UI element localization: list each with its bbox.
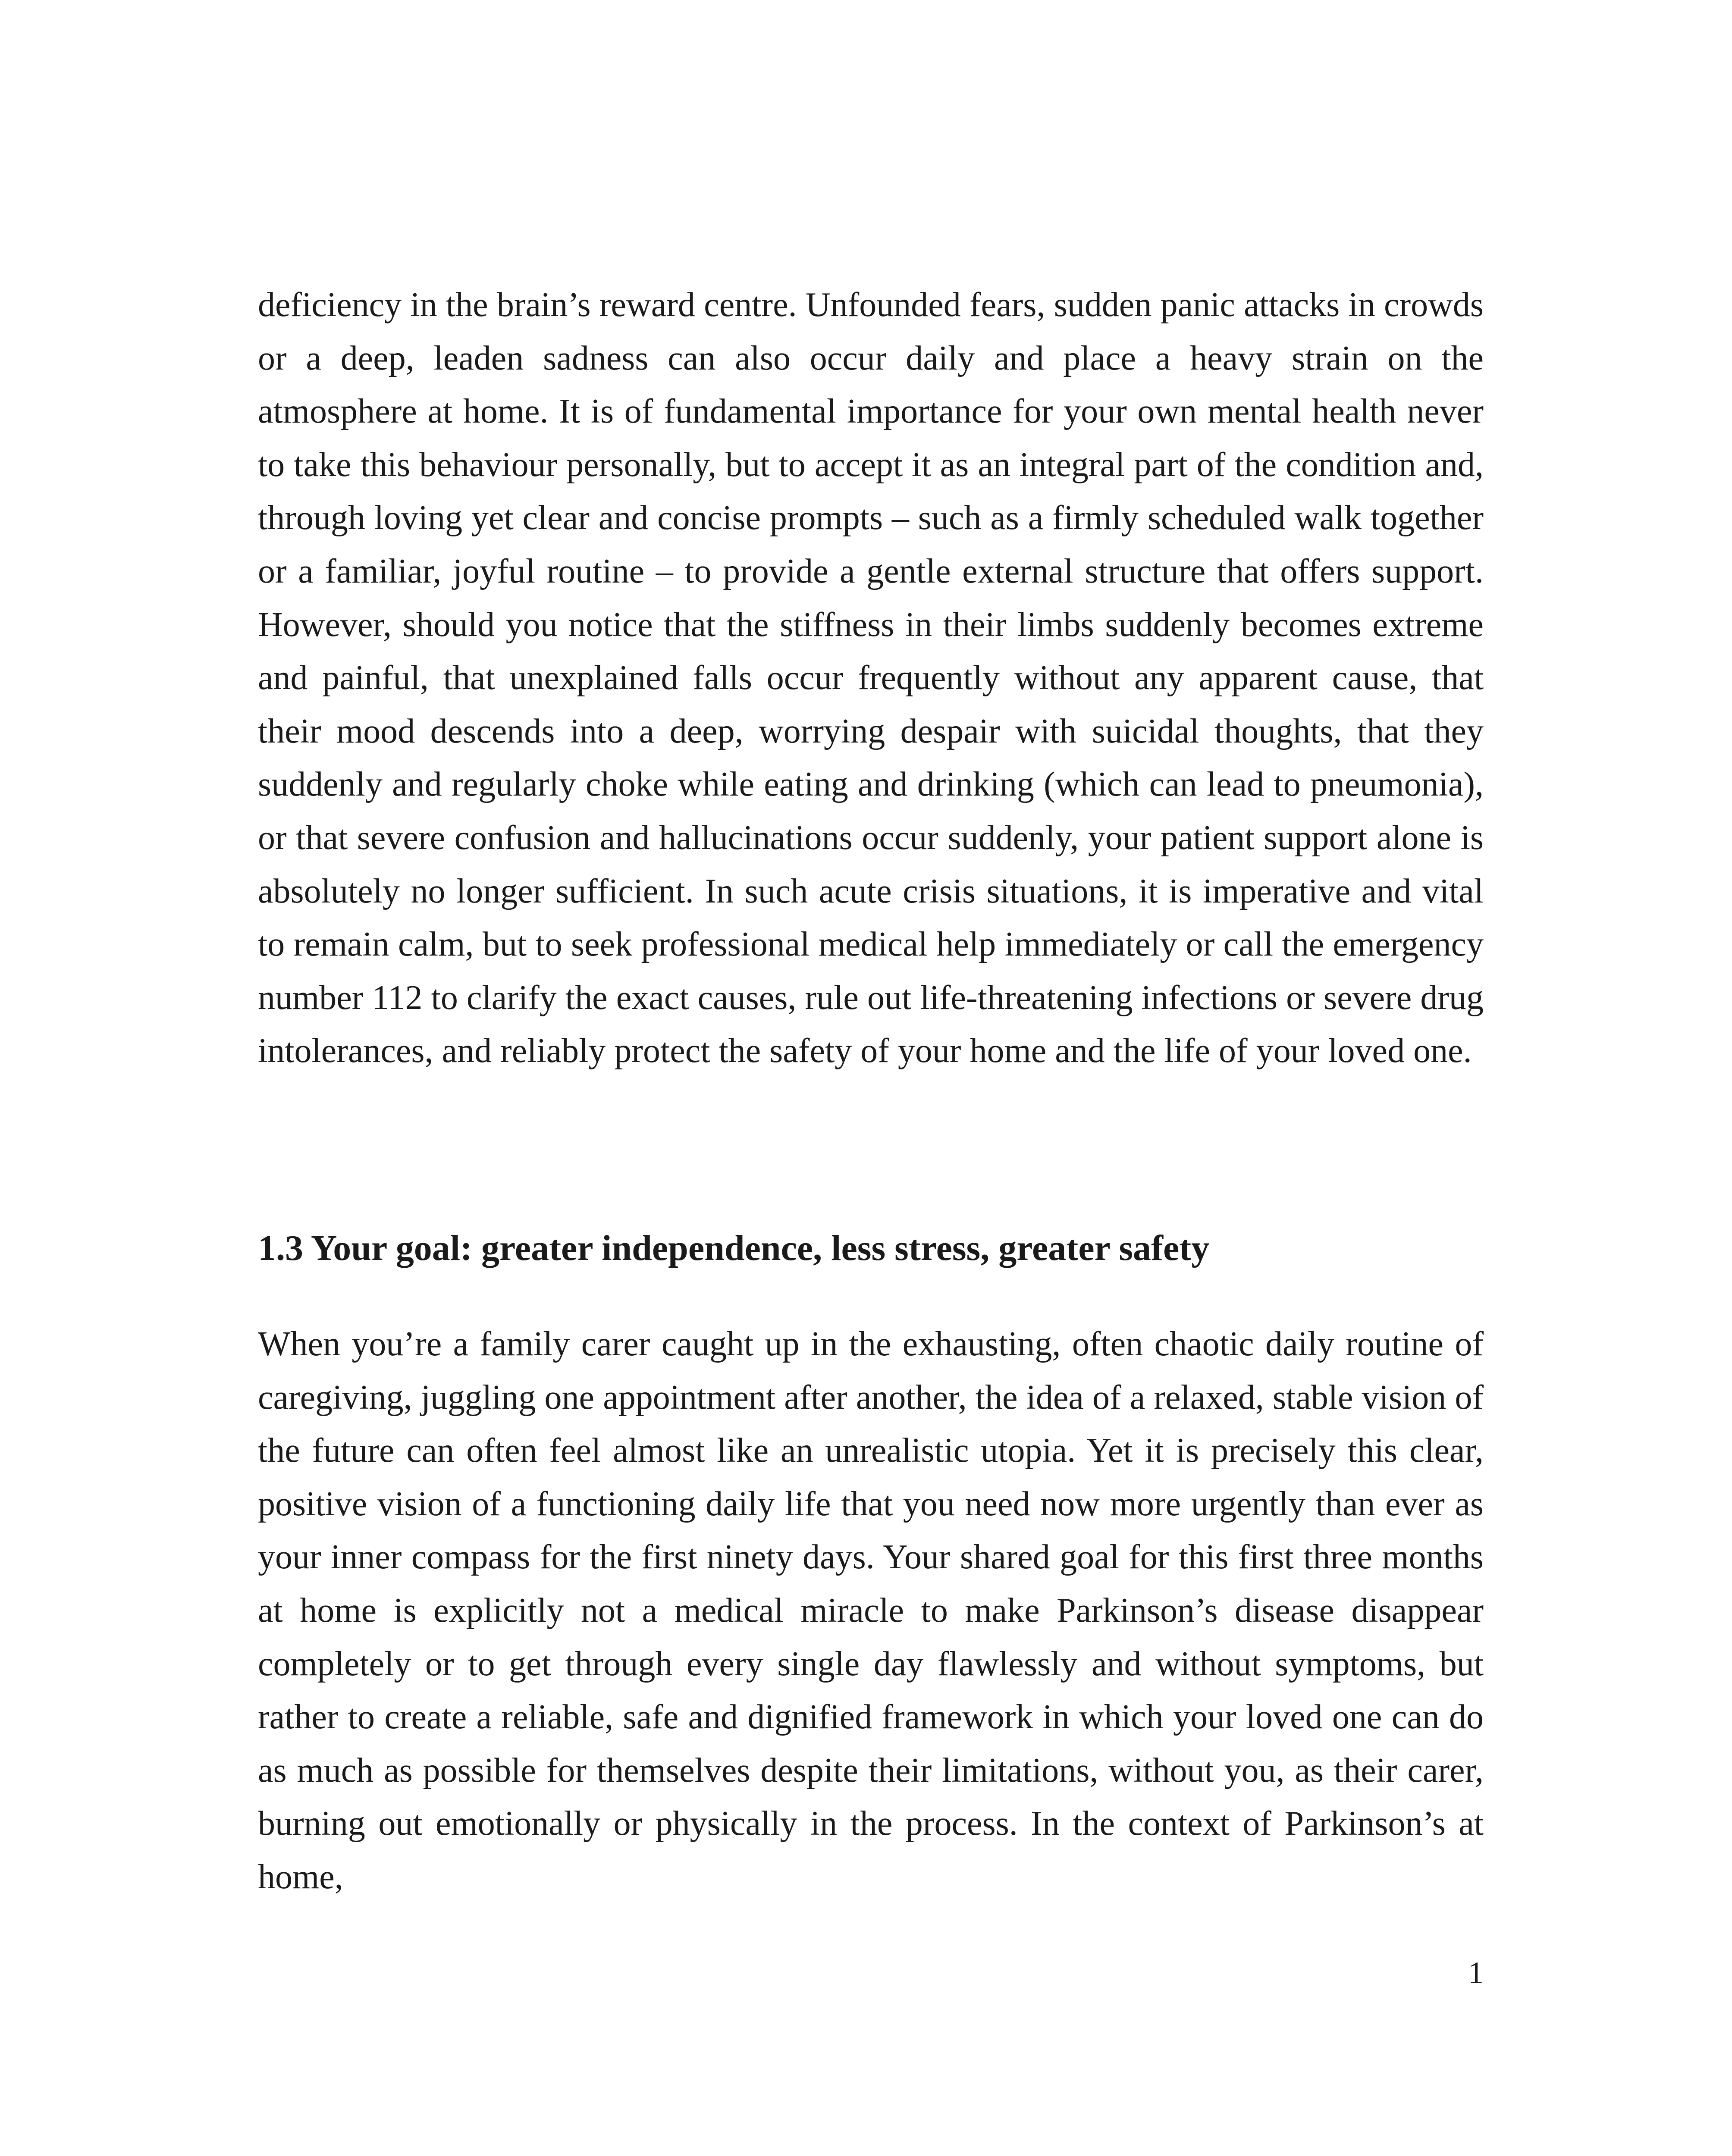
page-number: 1 — [1468, 1955, 1484, 1990]
body-paragraph: When you’re a family carer caught up in the exhausting, often chaotic daily routine of caregiving, juggling one appointment after another, the idea of a relaxed, stable vision of the future can often feel almost like an unrealistic utopia. Yet it is precisely this clear, positive vision of a functioning daily life that you need now more urgently than ever as your inner compass for the first ninety days. Your shared goal for this first three months at home is explicitly not a medical miracle to make Parkinson’s disease disappear completely or to get through every single day flawlessly and without symptoms, but rather to create a reliable, safe and dignified framework in which your loved one can do as much as possible for themselves despite their limitations, without you, as their carer, burning out emotionally or physically in the process. In the context of Parkinson’s at home, — [258, 1325, 1484, 1896]
body-paragraph: deficiency in the brain’s reward centre. Unfounded fears, sudden panic attacks in crowds or a deep, leaden sadness can also occur daily and place a heavy strain on the atmosphere at home. It is of fundamental importance for your own mental health never to take this behaviour personally, but to accept it as an integral part of the condition and, through loving yet clear and concise prompts – such as a firmly scheduled walk together or a familiar, joyful routine – to provide a gentle external structure that offers support. However, should you notice that the stiffness in their limbs suddenly becomes extreme and painful, that unexplained falls occur frequently without any apparent cause, that their mood descends into a deep, worrying despair with suicidal thoughts, that they suddenly and regularly choke while eating and drinking (which can lead to pneumonia), or that severe confusion and hallucinations occur suddenly, your patient support alone is absolutely no longer sufficient. In such acute crisis situations, it is imperative and vital to remain calm, but to seek professional medical help immediately or call the emergency number 112 to clarify the exact causes, rule out life-threatening infections or severe drug intolerances, and reliably protect the safety of your home and the life of your loved one. — [258, 286, 1484, 1070]
section-heading: 1.3 Your goal: greater independence, less stress, greater safety — [258, 1228, 1210, 1268]
